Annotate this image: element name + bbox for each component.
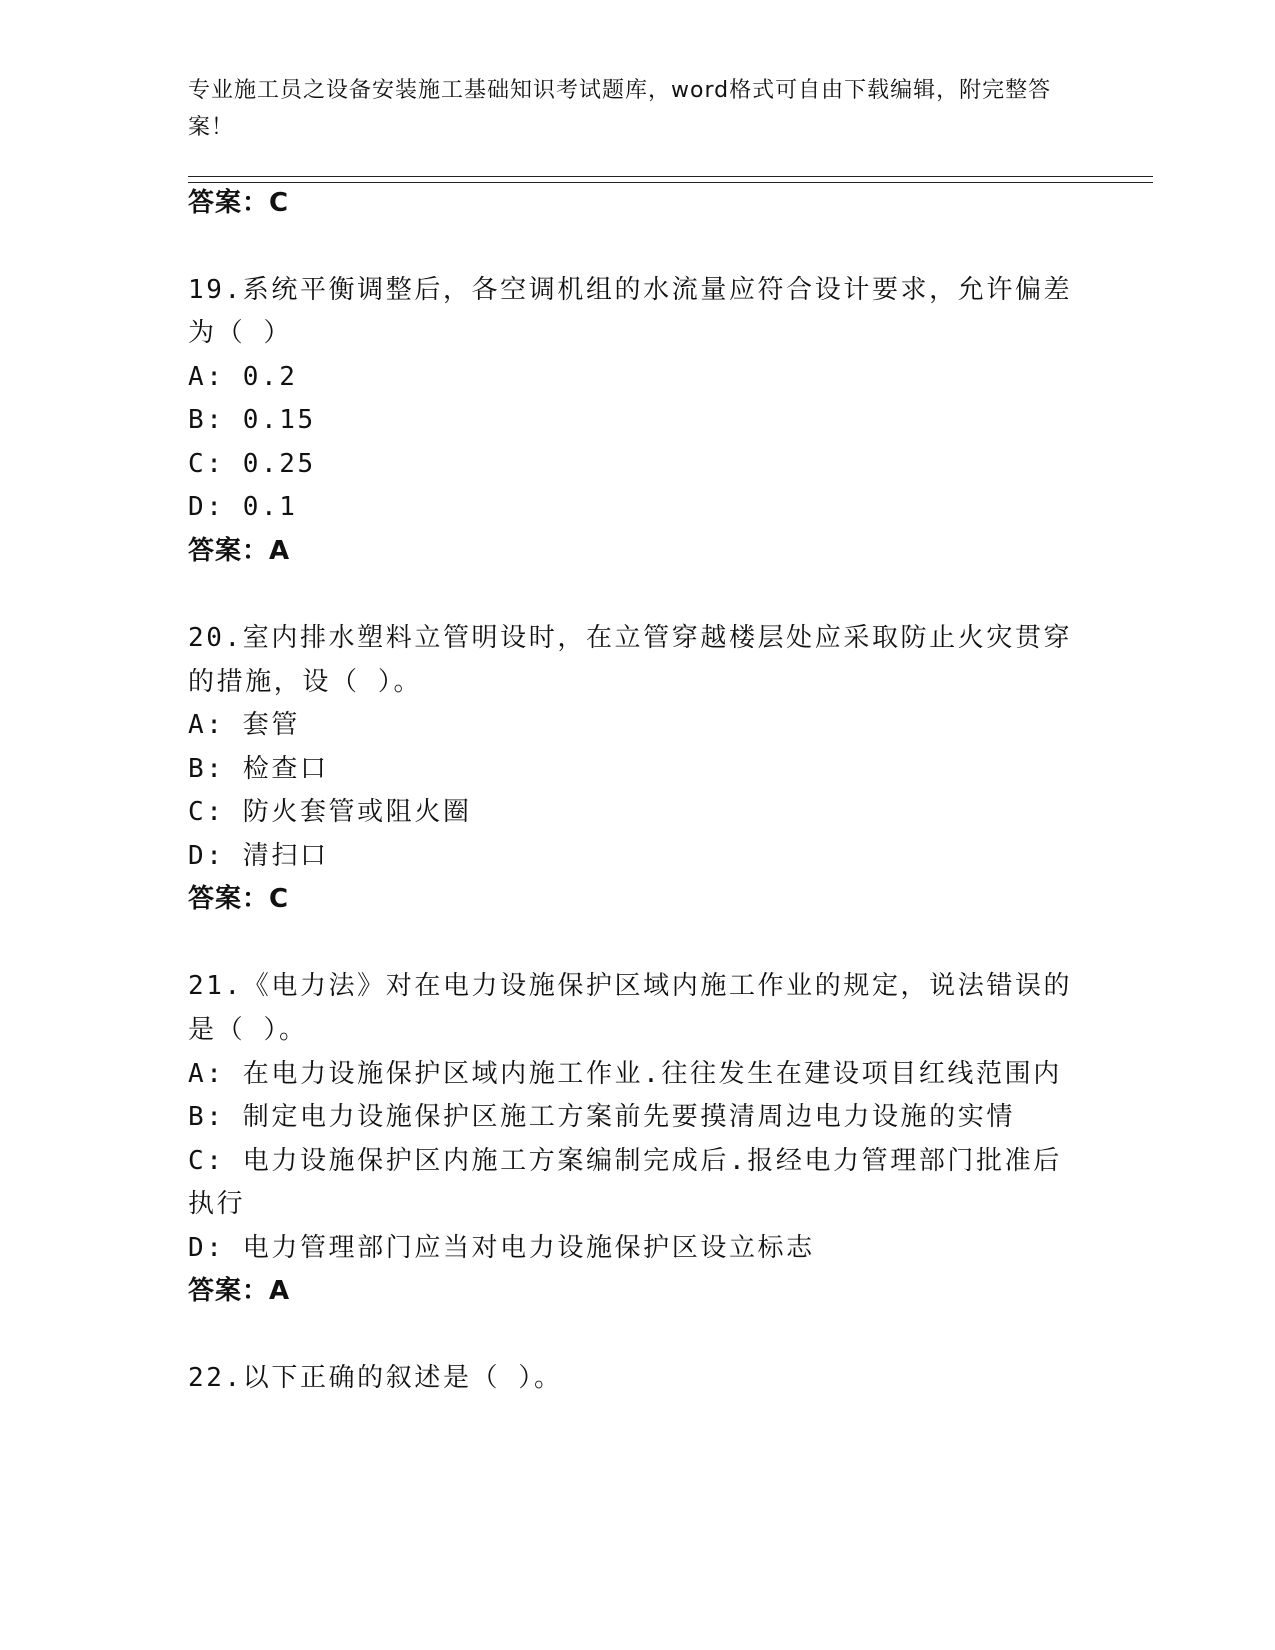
question-21-option-c-line1: C: 电力设施保护区内施工方案编制完成后.报经电力管理部门批准后 xyxy=(188,1146,1062,1176)
question-19-answer: 答案：A xyxy=(188,536,291,566)
document-header: 专业施工员之设备安装施工基础知识考试题库，word格式可自由下载编辑，附完整答案！ xyxy=(188,78,1052,140)
question-19-stem-line2: 为（ ） xyxy=(188,318,293,348)
question-20-option-d: D: 清扫口 xyxy=(188,841,329,871)
question-21-answer: 答案：A xyxy=(188,1276,291,1306)
question-19-option-a: A: 0.2 xyxy=(188,362,298,392)
question-21-option-b: B: 制定电力设施保护区施工方案前先要摸清周边电力设施的实情 xyxy=(188,1102,1015,1132)
question-21-option-a: A: 在电力设施保护区域内施工作业.往往发生在建设项目红线范围内 xyxy=(188,1059,1062,1089)
question-19-option-b: B: 0.15 xyxy=(188,405,316,435)
question-21-option-c-line2: 执行 xyxy=(188,1189,246,1219)
question-19-option-c: C: 0.25 xyxy=(188,449,316,479)
question-21-stem-line2: 是（ ）。 xyxy=(188,1015,308,1045)
question-20-option-c: C: 防火套管或阻火圈 xyxy=(188,797,472,827)
question-21-option-d: D: 电力管理部门应当对电力设施保护区设立标志 xyxy=(188,1233,815,1263)
previous-answer: 答案：C xyxy=(188,188,290,218)
question-22-stem-line1: 22.以下正确的叙述是（ ）。 xyxy=(188,1363,563,1393)
question-21-stem-line1: 21.《电力法》对在电力设施保护区域内施工作业的规定，说法错误的 xyxy=(188,971,1073,1001)
header-divider xyxy=(188,176,1153,177)
question-20-option-b: B: 检查口 xyxy=(188,754,329,784)
question-19-option-d: D: 0.1 xyxy=(188,492,298,522)
question-20-option-a: A: 套管 xyxy=(188,710,300,740)
question-20-stem-line1: 20.室内排水塑料立管明设时，在立管穿越楼层处应采取防止火灾贯穿 xyxy=(188,623,1073,653)
question-20-answer: 答案：C xyxy=(188,884,290,914)
question-20-stem-line2: 的措施，设（ ）。 xyxy=(188,667,423,697)
question-19-stem-line1: 19.系统平衡调整后，各空调机组的水流量应符合设计要求，允许偏差 xyxy=(188,275,1073,305)
header-divider-second xyxy=(188,182,1153,183)
